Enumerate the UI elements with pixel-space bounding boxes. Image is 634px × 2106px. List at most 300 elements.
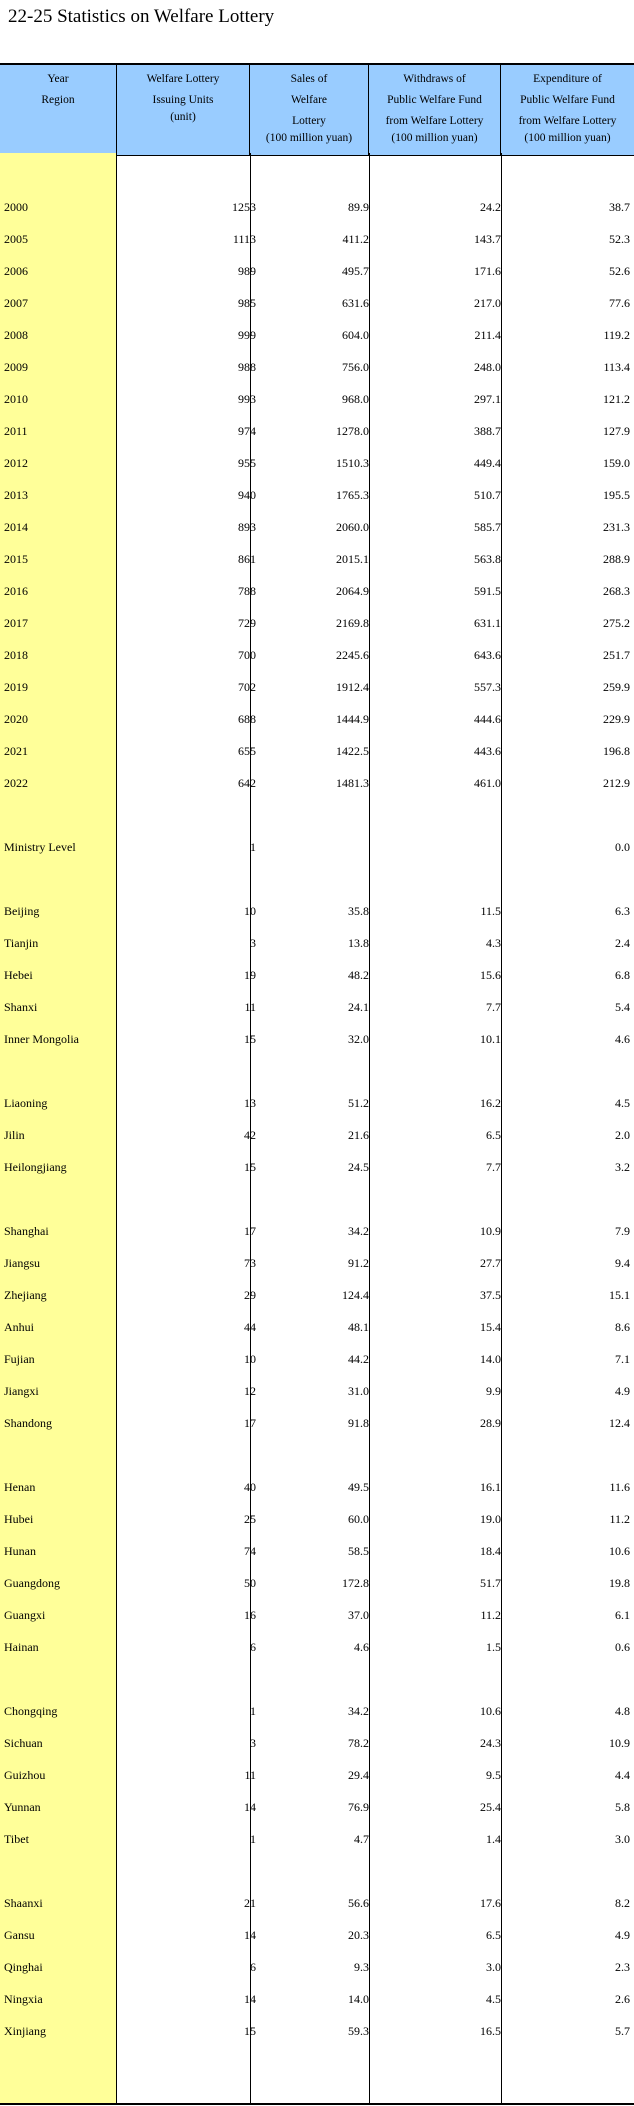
- cell-withdraws: 18.4: [480, 1544, 501, 1558]
- table-row: [0, 191, 634, 223]
- header-expenditure: Expenditure of Public Welfare Fund from Welfare Lottery (100 million yuan): [518, 73, 617, 144]
- cell-units: 13: [244, 1096, 256, 1110]
- cell-units: 1253: [232, 200, 256, 214]
- cell-sales: 48.1: [348, 1320, 369, 1334]
- cell-label: 2010: [4, 392, 28, 406]
- cell-expenditure: 77.6: [609, 296, 630, 310]
- cell-withdraws: 51.7: [480, 1576, 501, 1590]
- cell-sales: 2169.8: [336, 616, 369, 630]
- cell-expenditure: 4.9: [615, 1384, 630, 1398]
- cell-withdraws: 6.5: [486, 1128, 501, 1142]
- cell-label: Yunnan: [4, 1800, 41, 1814]
- cell-withdraws: 388.7: [474, 424, 501, 438]
- cell-units: 11: [244, 1000, 256, 1014]
- cell-sales: 58.5: [348, 1544, 369, 1558]
- cell-sales: 756.0: [342, 360, 369, 374]
- cell-expenditure: 251.7: [603, 648, 630, 662]
- cell-units: 19: [244, 968, 256, 982]
- cell-units: 1: [250, 1704, 256, 1718]
- cell-expenditure: 119.2: [603, 328, 630, 342]
- cell-label: Fujian: [4, 1352, 35, 1366]
- cell-sales: 495.7: [342, 264, 369, 278]
- cell-withdraws: 444.6: [474, 712, 501, 726]
- table-row: [0, 735, 634, 767]
- cell-withdraws: 10.6: [480, 1704, 501, 1718]
- cell-withdraws: 27.7: [480, 1256, 501, 1270]
- cell-units: 74: [244, 1544, 256, 1558]
- table-row: [0, 2015, 634, 2047]
- cell-sales: 172.8: [342, 1576, 369, 1590]
- table-row: [0, 1119, 634, 1151]
- cell-sales: 1481.3: [336, 776, 369, 790]
- cell-withdraws: 643.6: [474, 648, 501, 662]
- cell-withdraws: 24.3: [480, 1736, 501, 1750]
- cell-units: 40: [244, 1480, 256, 1494]
- cell-units: 15: [244, 1160, 256, 1174]
- table-row: [0, 1311, 634, 1343]
- cell-sales: 35.8: [348, 904, 369, 918]
- table-row: [0, 991, 634, 1023]
- cell-label: Ministry Level: [4, 840, 76, 854]
- cell-sales: 49.5: [348, 1480, 369, 1494]
- cell-label: Jilin: [4, 1128, 25, 1142]
- table-row: [0, 1599, 634, 1631]
- cell-sales: 37.0: [348, 1608, 369, 1622]
- cell-label: 2005: [4, 232, 28, 246]
- cell-sales: 24.5: [348, 1160, 369, 1174]
- cell-label: 2000: [4, 200, 28, 214]
- cell-withdraws: 557.3: [474, 680, 501, 694]
- cell-withdraws: 6.5: [486, 1928, 501, 1942]
- cell-expenditure: 0.6: [615, 1640, 630, 1654]
- cell-label: Guizhou: [4, 1768, 46, 1782]
- cell-withdraws: 1.5: [486, 1640, 501, 1654]
- cell-units: 974: [238, 424, 256, 438]
- cell-sales: 4.7: [354, 1832, 369, 1846]
- table-row: [0, 671, 634, 703]
- cell-withdraws: 15.4: [480, 1320, 501, 1334]
- cell-units: 688: [238, 712, 256, 726]
- cell-sales: 1510.3: [336, 456, 369, 470]
- cell-units: 6: [250, 1960, 256, 1974]
- cell-expenditure: 52.3: [609, 232, 630, 246]
- cell-units: 14: [244, 1928, 256, 1942]
- cell-label: 2017: [4, 616, 28, 630]
- cell-expenditure: 10.9: [609, 1736, 630, 1750]
- cell-units: 42: [244, 1128, 256, 1142]
- cell-expenditure: 231.3: [603, 520, 630, 534]
- cell-expenditure: 4.9: [615, 1928, 630, 1942]
- cell-expenditure: 2.4: [615, 936, 630, 950]
- cell-label: Sichuan: [4, 1736, 43, 1750]
- cell-units: 73: [244, 1256, 256, 1270]
- cell-expenditure: 259.9: [603, 680, 630, 694]
- cell-label: 2006: [4, 264, 28, 278]
- cell-label: Tibet: [4, 1832, 29, 1846]
- table-row: [0, 1951, 634, 1983]
- cell-withdraws: 9.9: [486, 1384, 501, 1398]
- cell-units: 17: [244, 1224, 256, 1238]
- cell-withdraws: 143.7: [474, 232, 501, 246]
- cell-label: Jiangsu: [4, 1256, 40, 1270]
- table-row: [0, 479, 634, 511]
- cell-withdraws: 14.0: [480, 1352, 501, 1366]
- table-row: [0, 1695, 634, 1727]
- table-row: [0, 1023, 634, 1055]
- cell-label: 2020: [4, 712, 28, 726]
- cell-label: 2018: [4, 648, 28, 662]
- header-issuing-units: Welfare Lottery Issuing Units (unit): [117, 65, 250, 155]
- table-row: [0, 1151, 634, 1183]
- cell-expenditure: 159.0: [603, 456, 630, 470]
- cell-sales: 411.2: [342, 232, 369, 246]
- table-row: [0, 1823, 634, 1855]
- cell-units: 993: [238, 392, 256, 406]
- cell-expenditure: 11.2: [609, 1512, 630, 1526]
- cell-units: 44: [244, 1320, 256, 1334]
- cell-label: Shaanxi: [4, 1896, 43, 1910]
- cell-label: 2016: [4, 584, 28, 598]
- table-row: [0, 1503, 634, 1535]
- column-divider: [501, 153, 502, 2103]
- cell-units: 893: [238, 520, 256, 534]
- cell-label: 2012: [4, 456, 28, 470]
- cell-expenditure: 4.8: [615, 1704, 630, 1718]
- cell-sales: 89.9: [348, 200, 369, 214]
- cell-sales: 44.2: [348, 1352, 369, 1366]
- cell-label: Zhejiang: [4, 1288, 47, 1302]
- table-row: [0, 1279, 634, 1311]
- cell-units: 16: [244, 1608, 256, 1622]
- cell-units: 15: [244, 2024, 256, 2038]
- cell-sales: 13.8: [348, 936, 369, 950]
- cell-expenditure: 5.4: [615, 1000, 630, 1014]
- cell-units: 3: [250, 1736, 256, 1750]
- cell-expenditure: 15.1: [609, 1288, 630, 1302]
- table-row: [0, 543, 634, 575]
- table-row: [0, 223, 634, 255]
- cell-withdraws: 510.7: [474, 488, 501, 502]
- cell-units: 25: [244, 1512, 256, 1526]
- table-row: [0, 319, 634, 351]
- cell-sales: 1444.9: [336, 712, 369, 726]
- cell-expenditure: 9.4: [615, 1256, 630, 1270]
- cell-units: 729: [238, 616, 256, 630]
- cell-label: 2022: [4, 776, 28, 790]
- cell-expenditure: 10.6: [609, 1544, 630, 1558]
- cell-withdraws: 15.6: [480, 968, 501, 982]
- cell-sales: 32.0: [348, 1032, 369, 1046]
- cell-sales: 51.2: [348, 1096, 369, 1110]
- cell-sales: 29.4: [348, 1768, 369, 1782]
- cell-expenditure: 4.4: [615, 1768, 630, 1782]
- table-row: [0, 831, 634, 863]
- cell-withdraws: 443.6: [474, 744, 501, 758]
- cell-units: 50: [244, 1576, 256, 1590]
- cell-expenditure: 6.1: [615, 1608, 630, 1622]
- cell-units: 12: [244, 1384, 256, 1398]
- table-row: [0, 959, 634, 991]
- cell-label: Jiangxi: [4, 1384, 39, 1398]
- cell-label: 2013: [4, 488, 28, 502]
- table-row: [0, 447, 634, 479]
- cell-withdraws: 217.0: [474, 296, 501, 310]
- cell-label: 2007: [4, 296, 28, 310]
- cell-withdraws: 461.0: [474, 776, 501, 790]
- cell-units: 989: [238, 264, 256, 278]
- cell-sales: 59.3: [348, 2024, 369, 2038]
- cell-withdraws: 297.1: [474, 392, 501, 406]
- cell-expenditure: 2.3: [615, 1960, 630, 1974]
- table-row: [0, 351, 634, 383]
- cell-label: Chongqing: [4, 1704, 58, 1718]
- table-row: [0, 415, 634, 447]
- cell-units: 3: [250, 936, 256, 950]
- cell-withdraws: 19.0: [480, 1512, 501, 1526]
- cell-units: 700: [238, 648, 256, 662]
- cell-expenditure: 19.8: [609, 1576, 630, 1590]
- cell-units: 702: [238, 680, 256, 694]
- cell-withdraws: 4.3: [486, 936, 501, 950]
- cell-units: 988: [238, 360, 256, 374]
- cell-label: Qinghai: [4, 1960, 43, 1974]
- cell-label: 2011: [4, 424, 28, 438]
- cell-withdraws: 591.5: [474, 584, 501, 598]
- cell-expenditure: 8.6: [615, 1320, 630, 1334]
- cell-units: 6: [250, 1640, 256, 1654]
- cell-expenditure: 5.8: [615, 1800, 630, 1814]
- page-title: 22-25 Statistics on Welfare Lottery: [8, 6, 275, 27]
- table-row: [0, 511, 634, 543]
- cell-expenditure: 3.0: [615, 1832, 630, 1846]
- cell-units: 10: [244, 1352, 256, 1366]
- cell-units: 955: [238, 456, 256, 470]
- table-row: [0, 1087, 634, 1119]
- table-row: [0, 1247, 634, 1279]
- cell-units: 14: [244, 1800, 256, 1814]
- cell-label: 2008: [4, 328, 28, 342]
- cell-withdraws: 25.4: [480, 1800, 501, 1814]
- table-row: [0, 767, 634, 799]
- cell-units: 861: [238, 552, 256, 566]
- cell-label: Shanxi: [4, 1000, 38, 1014]
- cell-label: Henan: [4, 1480, 36, 1494]
- table-row: [0, 1215, 634, 1247]
- cell-withdraws: 4.5: [486, 1992, 501, 2006]
- cell-expenditure: 196.8: [603, 744, 630, 758]
- table-body: [0, 153, 634, 2105]
- cell-units: 21: [244, 1896, 256, 1910]
- table-row: [0, 1535, 634, 1567]
- table-row: [0, 1631, 634, 1663]
- cell-sales: 31.0: [348, 1384, 369, 1398]
- table-row: [0, 1791, 634, 1823]
- cell-label: Gansu: [4, 1928, 35, 1942]
- cell-sales: 2060.0: [336, 520, 369, 534]
- cell-sales: 48.2: [348, 968, 369, 982]
- table-row: [0, 1471, 634, 1503]
- table-row: [0, 1919, 634, 1951]
- cell-units: 1: [250, 1832, 256, 1846]
- cell-expenditure: 288.9: [603, 552, 630, 566]
- cell-sales: 1278.0: [336, 424, 369, 438]
- cell-withdraws: 3.0: [486, 1960, 501, 1974]
- cell-expenditure: 268.3: [603, 584, 630, 598]
- cell-expenditure: 2.0: [615, 1128, 630, 1142]
- table-row: [0, 255, 634, 287]
- cell-units: 655: [238, 744, 256, 758]
- cell-expenditure: 121.2: [603, 392, 630, 406]
- header-year-region: Year Region: [0, 65, 117, 155]
- cell-sales: 56.6: [348, 1896, 369, 1910]
- cell-withdraws: 449.4: [474, 456, 501, 470]
- cell-units: 11: [244, 1768, 256, 1782]
- cell-sales: 1422.5: [336, 744, 369, 758]
- cell-withdraws: 585.7: [474, 520, 501, 534]
- cell-label: Hubei: [4, 1512, 34, 1526]
- cell-label: 2015: [4, 552, 28, 566]
- cell-units: 29: [244, 1288, 256, 1302]
- cell-expenditure: 0.0: [615, 840, 630, 854]
- cell-label: Shandong: [4, 1416, 52, 1430]
- cell-withdraws: 10.9: [480, 1224, 501, 1238]
- cell-sales: 1765.3: [336, 488, 369, 502]
- cell-label: Beijing: [4, 904, 40, 918]
- cell-withdraws: 7.7: [486, 1000, 501, 1014]
- cell-expenditure: 127.9: [603, 424, 630, 438]
- cell-sales: 1912.4: [336, 680, 369, 694]
- cell-withdraws: 17.6: [480, 1896, 501, 1910]
- header-sales: Sales of Welfare Lottery (100 million yuan): [250, 65, 369, 155]
- cell-label: 2009: [4, 360, 28, 374]
- table-row: [0, 1375, 634, 1407]
- cell-sales: 91.2: [348, 1256, 369, 1270]
- cell-label: Inner Mongolia: [4, 1032, 79, 1046]
- cell-sales: 2015.1: [336, 552, 369, 566]
- cell-units: 788: [238, 584, 256, 598]
- cell-units: 940: [238, 488, 256, 502]
- cell-sales: 2245.6: [336, 648, 369, 662]
- cell-withdraws: 631.1: [474, 616, 501, 630]
- table-row: [0, 1343, 634, 1375]
- cell-label: Guangxi: [4, 1608, 46, 1622]
- cell-sales: 34.2: [348, 1704, 369, 1718]
- cell-withdraws: 37.5: [480, 1288, 501, 1302]
- table-row: [0, 895, 634, 927]
- table-row: [0, 927, 634, 959]
- cell-units: 642: [238, 776, 256, 790]
- table-row: [0, 575, 634, 607]
- table-row: [0, 1407, 634, 1439]
- cell-withdraws: 24.2: [480, 200, 501, 214]
- cell-label: Anhui: [4, 1320, 34, 1334]
- cell-expenditure: 38.7: [609, 200, 630, 214]
- cell-withdraws: 9.5: [486, 1768, 501, 1782]
- cell-label: Liaoning: [4, 1096, 48, 1110]
- cell-expenditure: 7.9: [615, 1224, 630, 1238]
- cell-sales: 24.1: [348, 1000, 369, 1014]
- cell-sales: 604.0: [342, 328, 369, 342]
- table-row: [0, 1759, 634, 1791]
- cell-withdraws: 11.2: [480, 1608, 501, 1622]
- table-row: [0, 1887, 634, 1919]
- cell-withdraws: 248.0: [474, 360, 501, 374]
- table-header: [0, 63, 634, 156]
- cell-units: 10: [244, 904, 256, 918]
- cell-units: 14: [244, 1992, 256, 2006]
- cell-units: 1: [250, 840, 256, 854]
- cell-sales: 91.8: [348, 1416, 369, 1430]
- cell-label: Heilongjiang: [4, 1160, 67, 1174]
- table-row: [0, 1983, 634, 2015]
- cell-expenditure: 3.2: [615, 1160, 630, 1174]
- cell-sales: 2064.9: [336, 584, 369, 598]
- cell-units: 1113: [232, 232, 256, 246]
- cell-sales: 20.3: [348, 1928, 369, 1942]
- cell-expenditure: 113.4: [603, 360, 630, 374]
- cell-expenditure: 195.5: [603, 488, 630, 502]
- cell-expenditure: 4.6: [615, 1032, 630, 1046]
- cell-label: Xinjiang: [4, 2024, 46, 2038]
- cell-units: 999: [238, 328, 256, 342]
- cell-withdraws: 10.1: [480, 1032, 501, 1046]
- cell-withdraws: 1.4: [486, 1832, 501, 1846]
- cell-withdraws: 28.9: [480, 1416, 501, 1430]
- cell-units: 15: [244, 1032, 256, 1046]
- cell-sales: 76.9: [348, 1800, 369, 1814]
- cell-withdraws: 171.6: [474, 264, 501, 278]
- cell-label: Hainan: [4, 1640, 39, 1654]
- table-row: [0, 607, 634, 639]
- cell-expenditure: 11.6: [609, 1480, 630, 1494]
- cell-label: Ningxia: [4, 1992, 43, 2006]
- cell-units: 985: [238, 296, 256, 310]
- cell-expenditure: 4.5: [615, 1096, 630, 1110]
- cell-sales: 968.0: [342, 392, 369, 406]
- column-divider: [250, 153, 251, 2103]
- table-row: [0, 383, 634, 415]
- cell-sales: 78.2: [348, 1736, 369, 1750]
- cell-expenditure: 8.2: [615, 1896, 630, 1910]
- cell-label: Hunan: [4, 1544, 36, 1558]
- cell-expenditure: 229.9: [603, 712, 630, 726]
- cell-withdraws: 211.4: [474, 328, 501, 342]
- cell-expenditure: 7.1: [615, 1352, 630, 1366]
- cell-label: 2019: [4, 680, 28, 694]
- cell-sales: 34.2: [348, 1224, 369, 1238]
- cell-sales: 631.6: [342, 296, 369, 310]
- cell-expenditure: 6.3: [615, 904, 630, 918]
- cell-expenditure: 212.9: [603, 776, 630, 790]
- cell-withdraws: 16.1: [480, 1480, 501, 1494]
- cell-label: Tianjin: [4, 936, 39, 950]
- cell-label: Hebei: [4, 968, 33, 982]
- table-row: [0, 287, 634, 319]
- cell-label: Shanghai: [4, 1224, 49, 1238]
- cell-withdraws: 16.2: [480, 1096, 501, 1110]
- cell-sales: 9.3: [354, 1960, 369, 1974]
- cell-sales: 14.0: [348, 1992, 369, 2006]
- cell-sales: 124.4: [342, 1288, 369, 1302]
- column-divider: [369, 153, 370, 2103]
- cell-label: 2014: [4, 520, 28, 534]
- cell-units: 17: [244, 1416, 256, 1430]
- cell-expenditure: 52.6: [609, 264, 630, 278]
- cell-expenditure: 275.2: [603, 616, 630, 630]
- cell-expenditure: 2.6: [615, 1992, 630, 2006]
- table-row: [0, 1567, 634, 1599]
- cell-withdraws: 11.5: [480, 904, 501, 918]
